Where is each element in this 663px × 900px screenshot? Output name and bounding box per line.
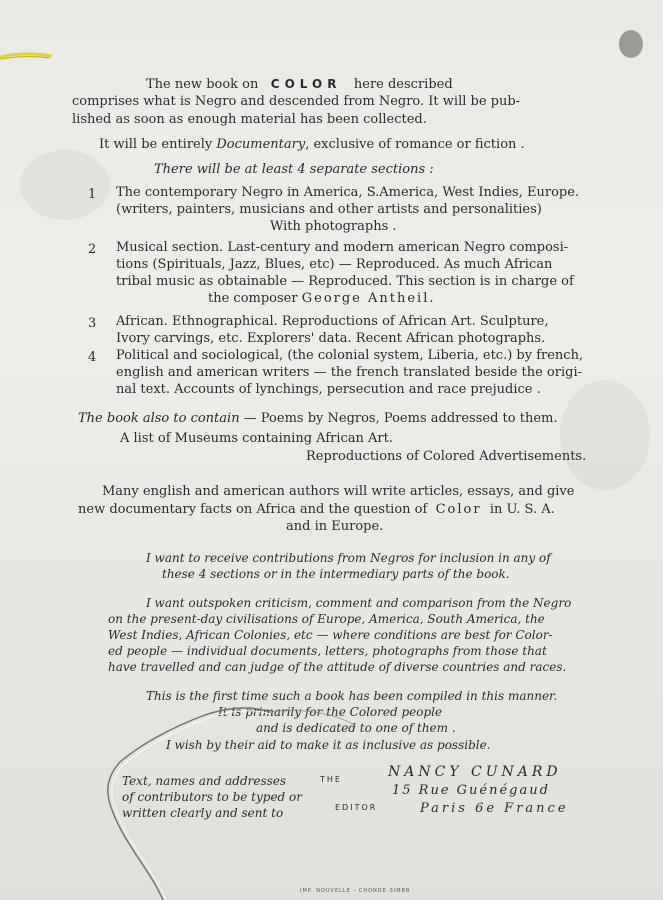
binding-string xyxy=(0,48,55,64)
section-4-line: english and american writers — the french translated beside the origi- xyxy=(116,365,583,380)
paper-stain xyxy=(560,380,650,490)
section-4-line: Political and sociological, (the colonial system, Liberia, etc.) by french, xyxy=(116,348,584,363)
closing-line: I wish by their aid to make it as inclusive as possible. xyxy=(166,738,491,752)
section-3-number: 3 xyxy=(88,316,97,331)
editor-address-2: Paris 6e France xyxy=(420,801,569,816)
authors-line-2: new documentary facts on Africa and the question of Color in U. S. A. xyxy=(78,502,555,517)
punch-hole xyxy=(619,30,643,58)
sections-heading: There will be at least 4 separate sections : xyxy=(154,162,434,177)
intro-line-3: lished as soon as enough material has been collected. xyxy=(72,112,427,127)
instructions-line: written clearly and sent to xyxy=(122,806,284,820)
section-1-number: 1 xyxy=(88,187,97,202)
section-2-line: tions (Spirituals, Jazz, Blues, etc) — Reproduced. As much African xyxy=(116,257,553,272)
closing-line: It is primarily for the Colored people xyxy=(218,705,443,719)
intro-line-4: It will be entirely Documentary, exclusive of romance or fiction . xyxy=(99,137,525,152)
criticism-line: on the present-day civilisations of Europe, America, South America, the xyxy=(108,612,545,626)
closing-line: This is the first time such a book has been compiled in this manner. xyxy=(146,689,558,703)
section-2-number: 2 xyxy=(88,242,97,257)
criticism-line: have travelled and can judge of the attitude of diverse countries and races. xyxy=(108,660,567,674)
section-1-line: (writers, painters, musicians and other artists and personalities) xyxy=(116,202,542,217)
section-2-line: the composer George Antheil. xyxy=(208,291,436,306)
editor-label: EDITOR xyxy=(335,803,378,812)
section-1-line: With photographs . xyxy=(270,219,397,234)
closing-line: and is dedicated to one of them . xyxy=(256,721,456,735)
contents-line-2: A list of Museums containing African Art. xyxy=(120,431,393,446)
contents-line-1: The book also to contain — Poems by Negros, Poems addressed to them. xyxy=(78,411,558,426)
section-2-line: Musical section. Last-century and modern american Negro composi- xyxy=(116,240,569,255)
call-line: I want to receive contributions from Negros for inclusion in any of xyxy=(146,551,551,565)
intro-line-1: The new book on COLOR here described xyxy=(146,77,453,92)
instructions-line: of contributors to be typed or xyxy=(122,790,303,804)
section-2-line: tribal music as obtainable — Reproduced. This section is in charge of xyxy=(116,274,574,289)
printer-mark: IMP. NOUVELLE - CHONDE-SIMBB xyxy=(300,888,411,894)
contents-line-3: Reproductions of Colored Advertisements. xyxy=(306,449,587,464)
paper-stain xyxy=(20,150,110,220)
section-3-line: African. Ethnographical. Reproductions of African Art. Sculpture, xyxy=(116,314,549,329)
instructions-line: Text, names and addresses xyxy=(122,774,287,788)
color-word: COLOR xyxy=(270,77,342,91)
editor-name: NANCY CUNARD xyxy=(388,764,562,780)
intro-line-2: comprises what is Negro and descended from Negro. It will be pub- xyxy=(72,94,521,109)
editor-address-1: 15 Rue Guénégaud xyxy=(392,783,550,798)
authors-line-1: Many english and american authors will write articles, essays, and give xyxy=(102,484,575,499)
criticism-line: West Indies, African Colonies, etc — where conditions are best for Color- xyxy=(108,628,553,642)
section-1-line: The contemporary Negro in America, S.America, West Indies, Europe. xyxy=(116,185,580,200)
the-label: THE xyxy=(320,775,342,784)
call-line: these 4 sections or in the intermediary parts of the book. xyxy=(162,567,510,581)
criticism-line: I want outspoken criticism, comment and comparison from the Negro xyxy=(146,596,572,610)
composer-name: George Antheil. xyxy=(301,291,436,306)
authors-line-3: and in Europe. xyxy=(286,519,384,534)
section-3-line: Ivory carvings, etc. Explorers' data. Recent African photographs. xyxy=(116,331,546,346)
section-4-number: 4 xyxy=(88,350,97,365)
criticism-line: ed people — individual documents, letters, photographs from those that xyxy=(108,644,547,658)
section-4-line: nal text. Accounts of lynchings, persecution and race prejudice . xyxy=(116,382,541,397)
